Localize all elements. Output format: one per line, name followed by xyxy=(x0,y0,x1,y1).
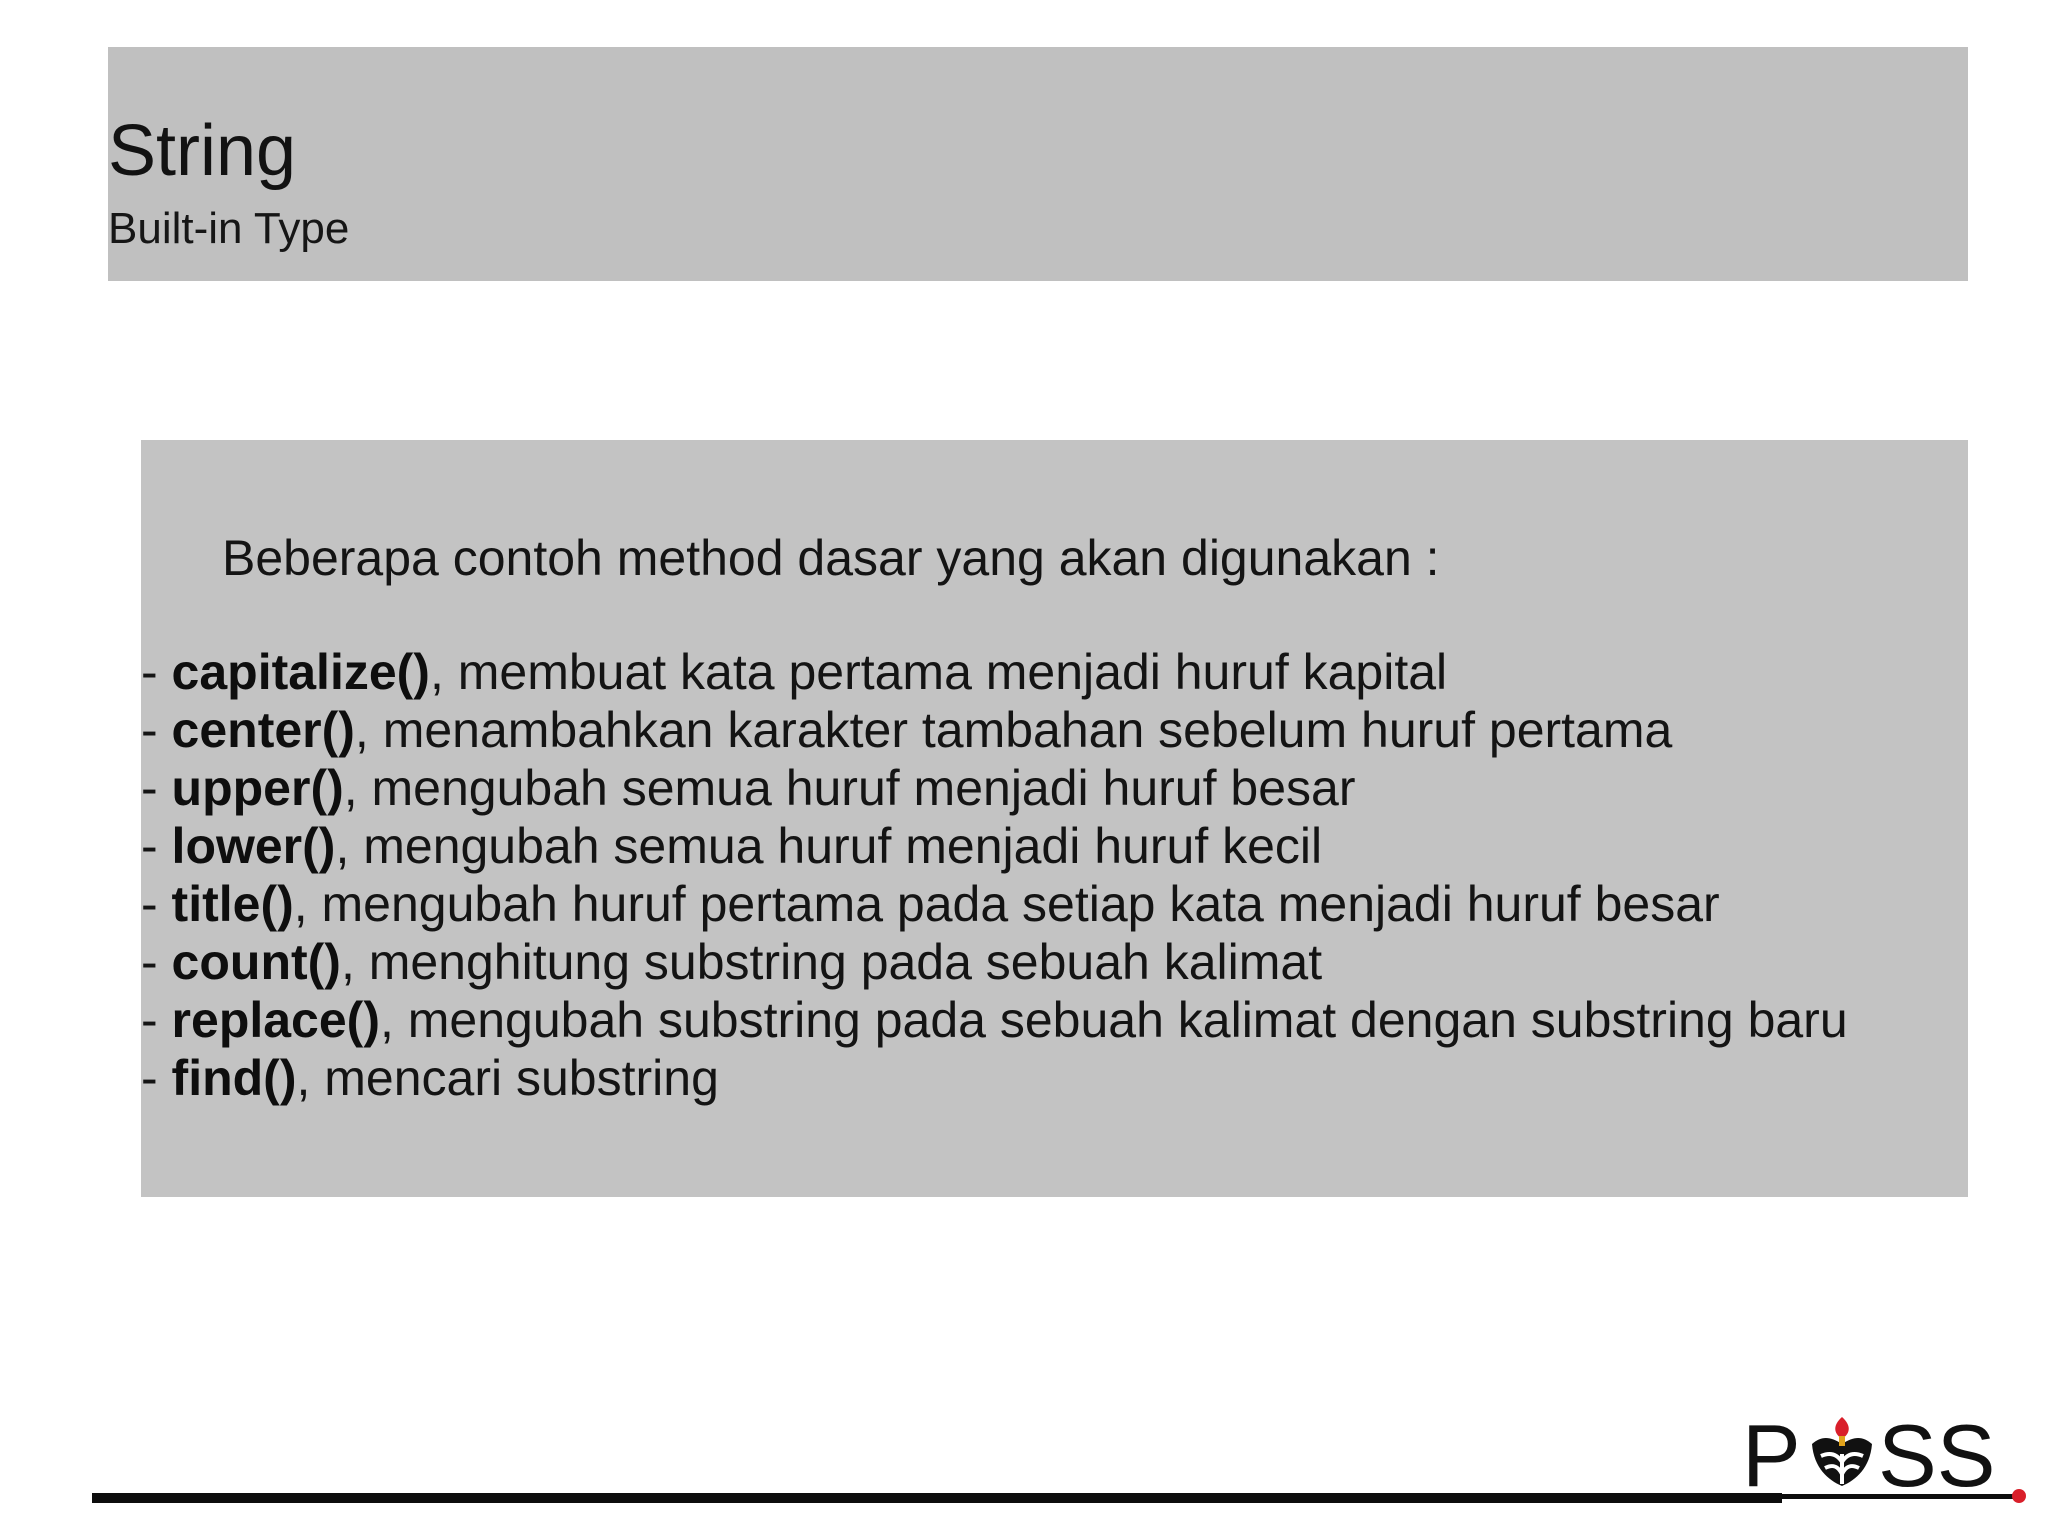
method-list xyxy=(141,643,1848,1107)
method-name: title() xyxy=(171,876,294,932)
method-name: find() xyxy=(171,1050,297,1106)
slide-title: String xyxy=(108,111,297,191)
method-description: , mengubah substring pada sebuah kalimat dengan substring baru xyxy=(379,992,1848,1048)
method-item-count: - count(), menghitung substring pada sebuah kalimat xyxy=(141,934,1323,990)
footer-rule xyxy=(92,1493,1782,1503)
method-description: , menambahkan karakter tambahan sebelum huruf pertama xyxy=(354,702,1673,758)
method-description: , menghitung substring pada sebuah kalimat xyxy=(340,934,1323,990)
method-description: , membuat kata pertama menjadi huruf kapital xyxy=(429,644,1448,700)
method-description: , mencari substring xyxy=(296,1050,719,1106)
method-item-replace: - replace(), mengubah substring pada sebuah kalimat dengan substring baru xyxy=(141,992,1848,1048)
intro-text: Beberapa contoh method dasar yang akan digunakan : xyxy=(222,530,1440,586)
method-name: count() xyxy=(171,934,341,990)
logo-letter-p: P xyxy=(1742,1408,1801,1492)
method-item-lower: - lower(), mengubah semua huruf menjadi huruf kecil xyxy=(141,818,1323,874)
method-name: lower() xyxy=(171,818,336,874)
poss-emblem-icon xyxy=(1812,1417,1872,1486)
method-item-center: - center(), menambahkan karakter tambahan sebelum huruf pertama xyxy=(141,702,1673,758)
content-box xyxy=(141,440,1968,1197)
method-description: , mengubah semua huruf menjadi huruf kecil xyxy=(335,818,1323,874)
method-description: , mengubah semua huruf menjadi huruf besar xyxy=(343,760,1356,816)
method-item-upper: - upper(), mengubah semua huruf menjadi huruf besar xyxy=(141,760,1356,816)
footer-rule-tail xyxy=(1740,1494,2018,1499)
method-name: capitalize() xyxy=(171,644,430,700)
method-item-capitalize: - capitalize(), membuat kata pertama menjadi huruf kapital xyxy=(141,644,1448,700)
method-name: replace() xyxy=(171,992,380,1048)
title-band xyxy=(108,47,1968,281)
footer-red-dot xyxy=(2012,1489,2026,1503)
logo-letters-ss: SS xyxy=(1878,1408,1996,1492)
method-name: upper() xyxy=(171,760,344,816)
poss-logo-graphic xyxy=(1742,1408,2012,1492)
slide-subtitle: Built-in Type xyxy=(108,204,350,253)
method-name: center() xyxy=(171,702,355,758)
method-item-find: - find(), mencari substring xyxy=(141,1050,719,1106)
method-description: , mengubah huruf pertama pada setiap kata menjadi huruf besar xyxy=(293,876,1720,932)
method-item-title: - title(), mengubah huruf pertama pada setiap kata menjadi huruf besar xyxy=(141,876,1720,932)
poss-logo xyxy=(1742,1408,2012,1492)
